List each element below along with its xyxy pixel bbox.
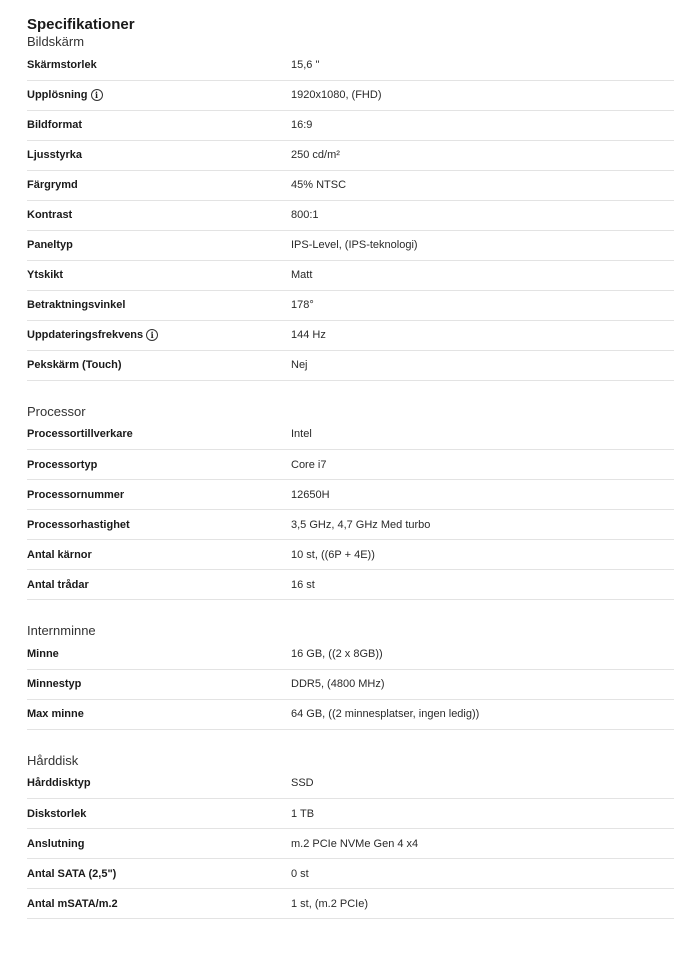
table-row — [27, 260, 674, 290]
section-storage — [27, 730, 674, 920]
spec-label: Bildformat — [27, 110, 291, 140]
spec-label: Max minne — [27, 699, 291, 729]
spec-value: 15,6 " — [291, 50, 674, 80]
spec-value: 0 st — [291, 859, 674, 889]
spec-label: Ljusstyrka — [27, 140, 291, 170]
spec-value: 800:1 — [291, 200, 674, 230]
section-title-storage — [27, 730, 674, 769]
spec-value: 250 cd/m² — [291, 140, 674, 170]
table-row — [27, 80, 674, 110]
spec-value: Core i7 — [291, 450, 674, 480]
table-row — [27, 140, 674, 170]
table-row — [27, 50, 674, 80]
table-row — [27, 110, 674, 140]
spec-table-storage — [27, 769, 674, 920]
spec-value: m.2 PCIe NVMe Gen 4 x4 — [291, 829, 674, 859]
spec-label: Antal kärnor — [27, 540, 291, 570]
spec-label: Paneltyp — [27, 230, 291, 260]
spec-value: Intel — [291, 420, 674, 450]
spec-value: 1920x1080, (FHD) — [291, 80, 674, 110]
spec-value: 178° — [291, 290, 674, 320]
page-title: Specifikationer — [27, 16, 135, 33]
section-title-processor — [27, 381, 674, 420]
section-title-text: Internminne — [27, 623, 96, 638]
spec-label: Kontrast — [27, 200, 291, 230]
section-display — [27, 34, 674, 381]
spec-value: 3,5 GHz, 4,7 GHz Med turbo — [291, 510, 674, 540]
table-row — [27, 540, 674, 570]
spec-label: Anslutning — [27, 829, 291, 859]
spec-label: Processortillverkare — [27, 420, 291, 450]
spec-label: Pekskärm (Touch) — [27, 350, 291, 380]
table-row — [27, 200, 674, 230]
spec-label: Färgrymd — [27, 170, 291, 200]
spec-value: 12650H — [291, 480, 674, 510]
spec-label: Antal trådar — [27, 570, 291, 600]
table-row — [27, 450, 674, 480]
spec-value: 45% NTSC — [291, 170, 674, 200]
section-title-memory — [27, 600, 674, 639]
table-row — [27, 320, 674, 350]
table-row — [27, 859, 674, 889]
spec-value: SSD — [291, 769, 674, 799]
spec-label — [27, 80, 291, 110]
spec-label: Ytskikt — [27, 260, 291, 290]
spec-label: Skärmstorlek — [27, 50, 291, 80]
info-icon[interactable]: i — [146, 329, 158, 341]
spec-label: Betraktningsvinkel — [27, 290, 291, 320]
table-row — [27, 669, 674, 699]
table-row — [27, 290, 674, 320]
info-icon[interactable]: i — [91, 89, 103, 101]
spec-value: 16:9 — [291, 110, 674, 140]
table-row — [27, 170, 674, 200]
table-row — [27, 699, 674, 729]
spec-label: Minne — [27, 639, 291, 669]
table-row — [27, 769, 674, 799]
spec-label: Processortyp — [27, 450, 291, 480]
spec-value: 16 st — [291, 570, 674, 600]
section-memory — [27, 600, 674, 730]
table-row — [27, 510, 674, 540]
spec-label: Antal SATA (2,5") — [27, 859, 291, 889]
spec-value: 10 st, ((6P + 4E)) — [291, 540, 674, 570]
spec-label: Processornummer — [27, 480, 291, 510]
section-title-text: Bildskärm — [27, 34, 85, 49]
spec-value: 1 st, (m.2 PCIe) — [291, 889, 674, 919]
spec-label: Antal mSATA/m.2 — [27, 889, 291, 919]
table-row — [27, 230, 674, 260]
table-row — [27, 420, 674, 450]
table-row — [27, 889, 674, 919]
spec-value: 64 GB, ((2 minnesplatser, ingen ledig)) — [291, 699, 674, 729]
spec-value: 16 GB, ((2 x 8GB)) — [291, 639, 674, 669]
spec-table-processor — [27, 420, 674, 601]
spec-label: Hårddisktyp — [27, 769, 291, 799]
section-title-text: Hårddisk — [27, 752, 79, 768]
spec-value: 144 Hz — [291, 320, 674, 350]
section-processor — [27, 381, 674, 601]
spec-value: 1 TB — [291, 799, 674, 829]
table-row — [27, 639, 674, 669]
spec-label-text: Uppdateringsfrekvens — [27, 329, 144, 341]
table-row — [27, 480, 674, 510]
spec-label: Minnestyp — [27, 669, 291, 699]
spec-label: Diskstorlek — [27, 799, 291, 829]
spec-label: Processorhastighet — [27, 510, 291, 540]
spec-value: DDR5, (4800 MHz) — [291, 669, 674, 699]
spec-table-display — [27, 50, 674, 381]
table-row — [27, 350, 674, 380]
table-row — [27, 799, 674, 829]
table-row — [27, 570, 674, 600]
spec-value: Nej — [291, 350, 674, 380]
section-title-text: Processor — [27, 403, 86, 419]
section-title-display — [27, 34, 674, 50]
table-row — [27, 829, 674, 859]
spec-table-memory — [27, 639, 674, 730]
spec-label — [27, 320, 291, 350]
spec-value: IPS-Level, (IPS-teknologi) — [291, 230, 674, 260]
spec-value: Matt — [291, 260, 674, 290]
spec-label-text: Upplösning — [27, 89, 88, 101]
